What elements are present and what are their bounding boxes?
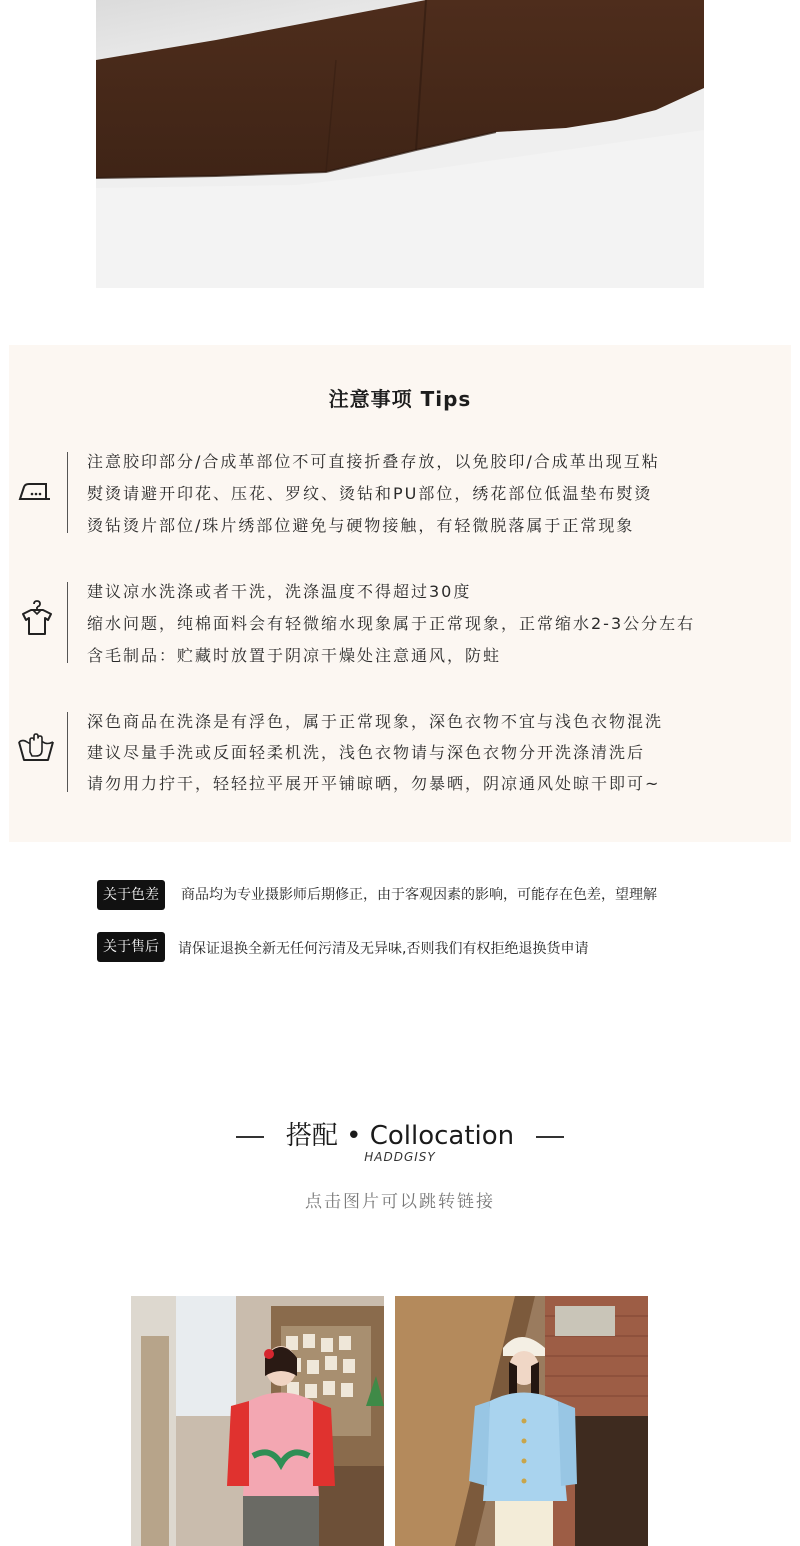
after-sales-tag: 关于售后 [97, 932, 165, 962]
tip-line: 烫钻烫片部位/珠片绣部位避免与硬物接触，有轻微脱落属于正常现象 [87, 516, 635, 535]
color-difference-text: 商品均为专业摄影师后期修正，由于客观因素的影响，可能存在色差，望理解 [181, 887, 657, 903]
tip-line: 建议凉水洗涤或者干洗，洗涤温度不得超过30度 [87, 582, 472, 601]
collocation-title-text: 搭配 • Collocation [285, 1121, 515, 1151]
color-difference-tag: 关于色差 [97, 880, 165, 910]
tip-divider [67, 582, 68, 663]
hand-wash-icon [16, 728, 56, 768]
title-dash-left [236, 1136, 264, 1138]
garment-hem-image [96, 0, 704, 288]
tips-title: 注意事项 Tips [328, 387, 472, 411]
tip-line: 请勿用力拧干，轻轻拉平展开平铺晾晒，勿暴晒，阴凉通风处晾干即可~ [87, 774, 661, 793]
tip-line: 注意胶印部分/合成革部位不可直接折叠存放，以免胶印/合成革出现互粘 [87, 452, 660, 471]
title-dash-right [536, 1136, 564, 1138]
outfit-photo-blue-cardigan[interactable] [395, 1296, 648, 1546]
product-detail-photo [96, 0, 704, 288]
outfit-photo-pink-sweater[interactable] [131, 1296, 384, 1546]
brand-name: HADDGISY [364, 1150, 436, 1164]
tip-divider [67, 452, 68, 533]
collocation-title [0, 1115, 800, 1152]
iron-icon [16, 471, 56, 511]
tip-line: 建议尽量手洗或反面轻柔机洗，浅色衣物请与深色衣物分开洗涤清洗后 [87, 743, 646, 762]
tip-line: 缩水问题，纯棉面料会有轻微缩水现象属于正常现象，正常缩水2-3公分左右 [87, 614, 696, 633]
tip-line: 含毛制品：贮藏时放置于阴凉干燥处注意通风，防蛀 [87, 646, 502, 665]
collocation-hint: 点击图片可以跳转链接 [305, 1192, 495, 1212]
outfit-image-pink-sweater [131, 1296, 384, 1546]
hanging-shirt-icon [16, 600, 56, 640]
after-sales-text: 请保证退换全新无任何污清及无异味,否则我们有权拒绝退换货申请 [178, 941, 589, 957]
tip-line: 深色商品在洗涤是有浮色，属于正常现象，深色衣物不宜与浅色衣物混洗 [87, 712, 664, 731]
tip-divider [67, 712, 68, 792]
outfit-image-blue-cardigan [395, 1296, 648, 1546]
tip-line: 熨烫请避开印花、压花、罗纹、烫钻和PU部位，绣花部位低温垫布熨烫 [87, 484, 653, 503]
